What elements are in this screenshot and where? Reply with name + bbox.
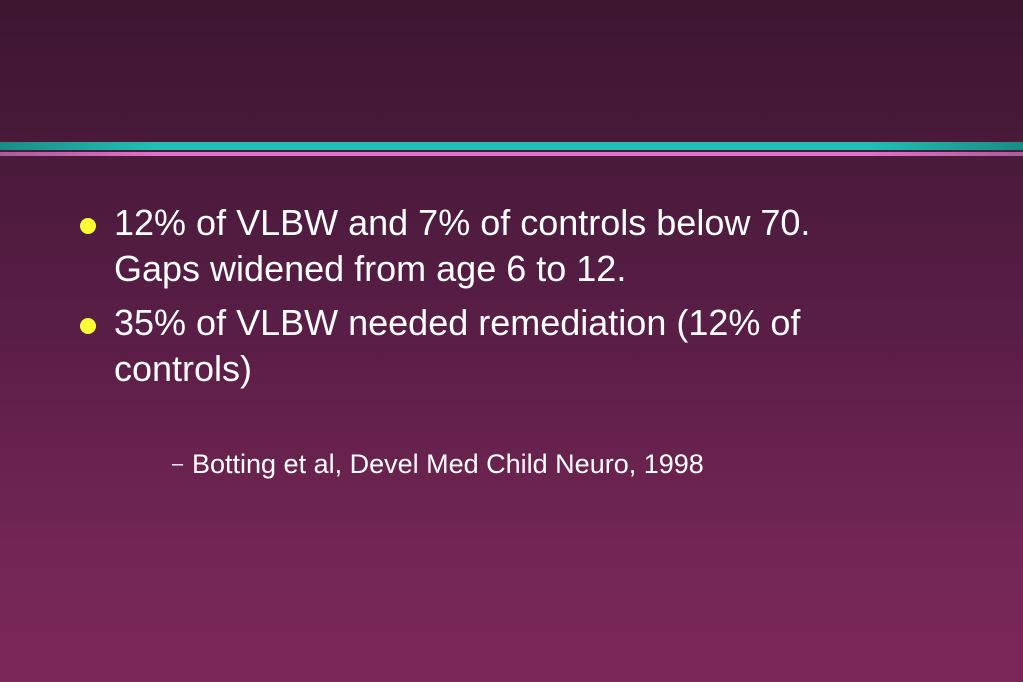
title-divider-pink — [0, 152, 1023, 156]
title-divider-teal — [0, 142, 1023, 150]
citation-text: Botting et al, Devel Med Child Neuro, 1998 — [192, 449, 704, 479]
dash-icon: – — [172, 453, 184, 475]
bullet-text: 35% of VLBW needed remediation (12% of controls) — [114, 302, 801, 389]
citation-sub-bullet — [172, 446, 704, 482]
bullet-list — [78, 200, 868, 400]
bullet-dot-icon — [80, 318, 96, 334]
bullet-dot-icon — [80, 218, 96, 234]
bullet-item — [78, 200, 868, 292]
bullet-text: 12% of VLBW and 7% of controls below 70. Gaps widened from age 6 to 12. — [114, 202, 811, 289]
bullet-item — [78, 300, 868, 392]
